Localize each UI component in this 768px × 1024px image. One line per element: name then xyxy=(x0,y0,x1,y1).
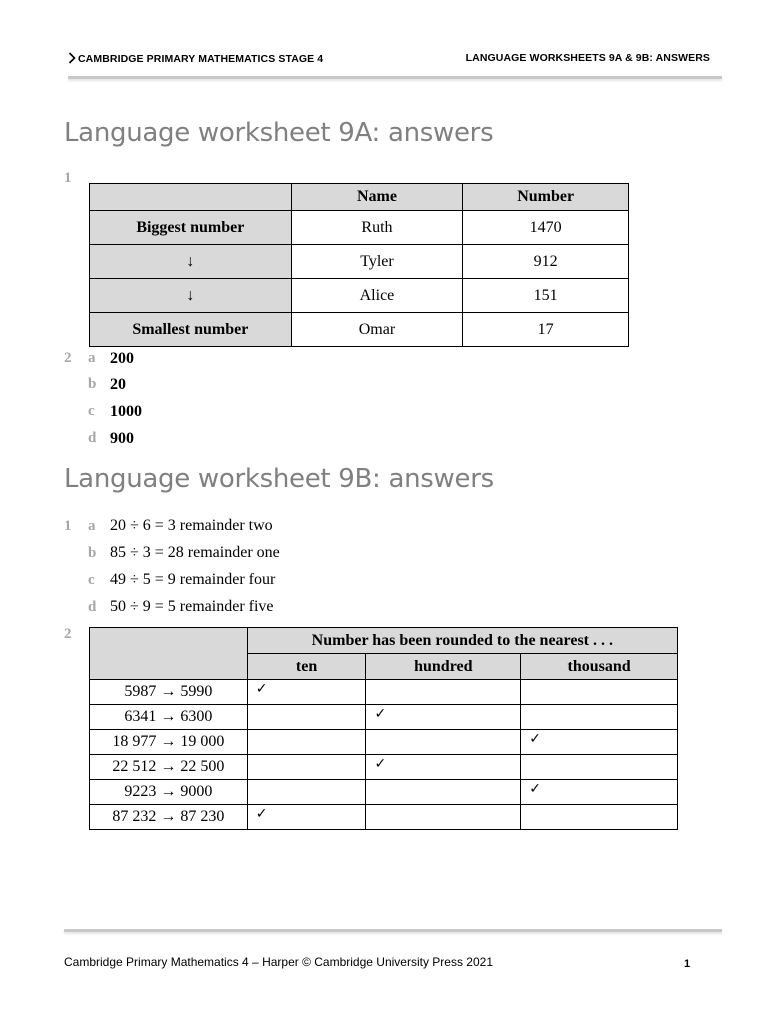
row-label: Smallest number xyxy=(90,313,292,347)
answer-letter: c xyxy=(88,572,95,588)
down-arrow-icon: ↓ xyxy=(90,245,292,279)
page-header xyxy=(64,44,722,74)
answer-letter: a xyxy=(88,518,96,534)
tick-cell xyxy=(521,780,678,805)
answer-letter: b xyxy=(88,376,97,392)
tick-cell xyxy=(247,680,366,705)
name-cell: Alice xyxy=(291,279,463,313)
section-title-9a: Language worksheet 9A: answers xyxy=(64,118,494,148)
table-header-cell: Name xyxy=(291,184,463,211)
table-header-cell: thousand xyxy=(521,654,678,680)
answer-letter: b xyxy=(88,545,97,561)
tick-cell xyxy=(521,805,678,830)
answer-text: 20 xyxy=(110,376,126,393)
header-worksheet-title: LANGUAGE WORKSHEETS 9A & 9B: ANSWERS xyxy=(465,52,710,64)
table-row xyxy=(90,730,678,755)
tick-cell xyxy=(521,755,678,780)
table-row xyxy=(90,211,629,245)
check-icon: ✓ xyxy=(374,706,387,722)
tick-cell xyxy=(521,705,678,730)
table-header-cell: hundred xyxy=(366,654,521,680)
answer-text: 1000 xyxy=(110,403,142,420)
answer-letter: a xyxy=(88,350,96,366)
table-row xyxy=(90,705,678,730)
tick-cell xyxy=(366,705,521,730)
name-cell: Omar xyxy=(291,313,463,347)
table-header-cell xyxy=(90,184,292,211)
answer-letter: d xyxy=(88,599,97,615)
chevron-right-icon xyxy=(68,52,76,64)
number-cell: 17 xyxy=(463,313,629,347)
tick-cell xyxy=(366,755,521,780)
table-header-cell: Number xyxy=(463,184,629,211)
down-arrow-icon: ↓ xyxy=(90,279,292,313)
table-row xyxy=(90,680,678,705)
header-series-label: CAMBRIDGE PRIMARY MATHEMATICS STAGE 4 xyxy=(78,53,324,65)
check-icon: ✓ xyxy=(529,781,541,797)
tick-cell xyxy=(521,730,678,755)
tick-cell xyxy=(366,780,521,805)
tick-cell xyxy=(247,730,366,755)
answer-text: 50 ÷ 9 = 5 remainder five xyxy=(110,598,274,615)
header-series-title xyxy=(68,52,323,65)
table-row xyxy=(90,755,678,780)
question-number: 1 xyxy=(64,170,72,186)
answer-letter: c xyxy=(88,403,95,419)
question-number: 1 xyxy=(64,518,72,534)
check-icon: ✓ xyxy=(255,806,268,822)
rounding-value: 87 232 → 87 230 xyxy=(90,805,248,830)
number-cell: 1470 xyxy=(463,211,629,245)
rounding-value: 6341 → 6300 xyxy=(90,705,248,730)
table-row xyxy=(90,805,678,830)
row-label: Biggest number xyxy=(90,211,292,245)
header-rule xyxy=(68,76,722,79)
answer-letter: d xyxy=(88,430,97,446)
name-cell: Ruth xyxy=(291,211,463,245)
answer-text: 20 ÷ 6 = 3 remainder two xyxy=(110,517,273,534)
check-icon: ✓ xyxy=(529,731,541,747)
ordering-table xyxy=(89,183,629,347)
tick-cell xyxy=(247,780,366,805)
tick-cell xyxy=(247,705,366,730)
answer-text: 200 xyxy=(110,350,134,367)
table-row xyxy=(90,245,629,279)
footer-rule xyxy=(64,929,722,932)
number-cell: 151 xyxy=(463,279,629,313)
footer-copyright: Cambridge Primary Mathematics 4 – Harper © Cambridge University Press 2021 xyxy=(64,955,493,969)
tick-cell xyxy=(521,680,678,705)
page-number: 1 xyxy=(684,958,691,970)
tick-cell xyxy=(247,805,366,830)
rounding-value: 18 977 → 19 000 xyxy=(90,730,248,755)
answer-text: 49 ÷ 5 = 9 remainder four xyxy=(110,571,276,588)
name-cell: Tyler xyxy=(291,245,463,279)
answer-text: 85 ÷ 3 = 28 remainder one xyxy=(110,544,280,561)
table-row xyxy=(90,279,629,313)
number-cell: 912 xyxy=(463,245,629,279)
rounding-value: 22 512 → 22 500 xyxy=(90,755,248,780)
table-group-header: Number has been rounded to the nearest . . . xyxy=(247,628,677,654)
table-header-cell: ten xyxy=(247,654,366,680)
rounding-table xyxy=(89,627,678,830)
tick-cell xyxy=(247,755,366,780)
question-number: 2 xyxy=(64,350,72,366)
question-number: 2 xyxy=(64,626,72,642)
section-title-9b: Language worksheet 9B: answers xyxy=(64,464,494,494)
tick-cell xyxy=(366,680,521,705)
check-icon: ✓ xyxy=(255,681,268,697)
answer-text: 900 xyxy=(110,430,134,447)
tick-cell xyxy=(366,805,521,830)
table-row xyxy=(90,313,629,347)
table-row xyxy=(90,780,678,805)
rounding-value: 9223 → 9000 xyxy=(90,780,248,805)
rounding-value: 5987 → 5990 xyxy=(90,680,248,705)
check-icon: ✓ xyxy=(374,756,387,772)
tick-cell xyxy=(366,730,521,755)
table-header-blank xyxy=(90,628,248,680)
